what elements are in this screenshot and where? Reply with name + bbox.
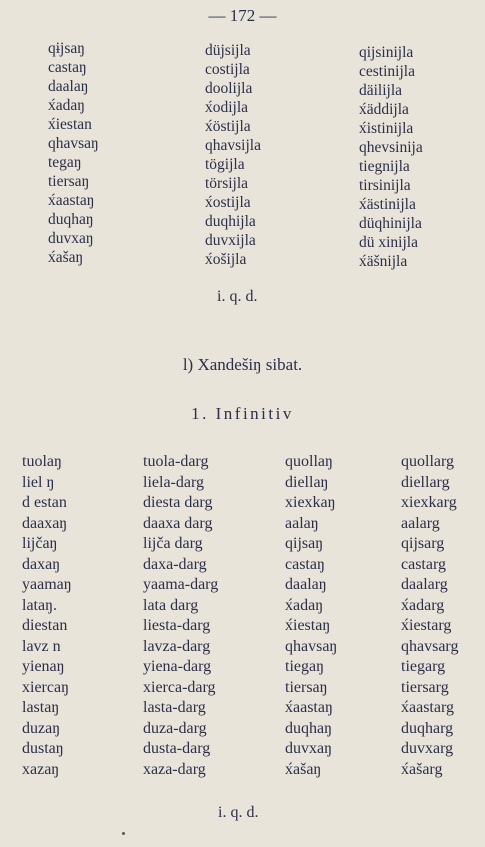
word-entry: qijsarg bbox=[401, 535, 445, 552]
word-entry: törsijla bbox=[205, 175, 249, 192]
table-b-column-4 bbox=[401, 452, 458, 780]
word-entry: diesta darg bbox=[143, 494, 213, 511]
word-entry: x́odijla bbox=[205, 99, 249, 116]
word-entry: doolijla bbox=[205, 80, 253, 97]
word-entry: lasta-darg bbox=[143, 699, 206, 716]
word-entry: lata darg bbox=[143, 596, 199, 614]
word-entry: daalaŋ bbox=[285, 576, 327, 593]
word-entry: diellaŋ bbox=[285, 473, 329, 491]
word-entry: tiegarg bbox=[401, 658, 446, 675]
page-number: — 172 — bbox=[208, 6, 277, 25]
word-entry: duvxarg bbox=[401, 740, 454, 757]
word-entry: x́iestarg bbox=[401, 617, 452, 634]
table-a-column-3 bbox=[359, 43, 423, 271]
word-entry: tiersaŋ bbox=[285, 678, 328, 696]
word-entry: x́aastaŋ bbox=[285, 699, 333, 716]
word-entry: tiegnijla bbox=[359, 158, 410, 175]
word-entry: x́adarg bbox=[401, 596, 445, 614]
word-entry: qhavsaŋ bbox=[48, 135, 99, 152]
word-entry: x́adaŋ bbox=[48, 97, 85, 114]
word-entry: yaama-darg bbox=[143, 576, 219, 593]
word-entry: tegaŋ bbox=[48, 154, 82, 171]
word-entry: lavza-darg bbox=[143, 637, 211, 655]
word-entry: liel ŋ bbox=[22, 473, 55, 491]
table-b-column-1 bbox=[22, 452, 72, 780]
word-entry: duvxijla bbox=[205, 232, 256, 249]
word-entry: cestinijla bbox=[359, 63, 415, 80]
word-entry: qhavsarg bbox=[401, 637, 459, 655]
word-entry: x́iestaŋ bbox=[285, 617, 331, 634]
word-entry: duzaŋ bbox=[22, 719, 61, 737]
word-entry: qijsaŋ bbox=[285, 535, 324, 552]
word-entry: costijla bbox=[205, 61, 250, 78]
word-entry: daalarg bbox=[401, 576, 448, 593]
word-entry: tiersaŋ bbox=[48, 173, 90, 190]
word-entry: lijčaŋ bbox=[22, 535, 58, 552]
word-entry: daaxaŋ bbox=[22, 514, 68, 532]
word-entry: tuola-darg bbox=[143, 453, 209, 470]
word-entry: x́ašarg bbox=[401, 760, 443, 778]
word-entry: xazaŋ bbox=[22, 760, 60, 778]
word-entry: tuolaŋ bbox=[22, 453, 62, 470]
word-entry: lavz n bbox=[22, 637, 61, 655]
word-entry: x́ošijla bbox=[205, 251, 247, 268]
word-entry: duqhijla bbox=[205, 213, 256, 230]
word-entry: qɨjsaŋ bbox=[48, 40, 85, 57]
word-entry: daxaŋ bbox=[22, 555, 61, 573]
infinitiv-subheading: 1. Infinitiv bbox=[191, 404, 294, 423]
word-entry: yaamaŋ bbox=[22, 576, 72, 593]
word-entry: dustaŋ bbox=[22, 740, 64, 757]
word-entry: quollarg bbox=[401, 453, 455, 470]
word-entry: xiercaŋ bbox=[22, 678, 69, 696]
word-entry: aalaŋ bbox=[285, 514, 319, 532]
word-entry: castarg bbox=[401, 555, 447, 573]
word-entry: duza-darg bbox=[143, 719, 207, 737]
word-entry: x́östijla bbox=[205, 118, 251, 135]
word-entry: xaza-darg bbox=[143, 760, 206, 778]
table-b-column-3 bbox=[285, 452, 337, 780]
word-entry: tirsinijla bbox=[359, 177, 411, 194]
word-entry: aalarg bbox=[401, 514, 440, 532]
word-entry: x́ästinijla bbox=[359, 196, 416, 213]
word-entry: x́adaŋ bbox=[285, 596, 324, 614]
word-entry: x́ostijla bbox=[205, 194, 251, 211]
word-entry: x́ašaŋ bbox=[285, 760, 322, 778]
word-entry: tögijla bbox=[205, 156, 245, 173]
section-heading: l) Xandešiŋ sibat. bbox=[182, 355, 303, 374]
word-entry: quollaŋ bbox=[285, 453, 333, 470]
word-entry: diellarg bbox=[401, 473, 450, 491]
word-entry: x́aastaŋ bbox=[48, 192, 95, 209]
word-entry: duvxaŋ bbox=[48, 230, 94, 247]
word-entry: x́äšnijla bbox=[359, 253, 408, 270]
ink-speck bbox=[122, 832, 125, 835]
word-entry: duqhaŋ bbox=[48, 211, 94, 228]
table-a-column-2 bbox=[205, 41, 261, 269]
table-b-column-2 bbox=[143, 452, 218, 780]
word-entry: lataŋ. bbox=[22, 596, 58, 614]
word-entry: diestan bbox=[22, 617, 68, 634]
word-entry: qhavsijla bbox=[205, 137, 261, 154]
word-entry: qhevsinija bbox=[359, 139, 423, 156]
iqd-note-2: i. q. d. bbox=[218, 804, 259, 821]
word-entry: x́istinijla bbox=[359, 120, 414, 137]
word-entry: düjsijla bbox=[205, 42, 251, 59]
word-entry: castaŋ bbox=[285, 555, 325, 573]
word-entry: xierca-darg bbox=[143, 678, 216, 696]
word-entry: liesta-darg bbox=[143, 617, 211, 634]
word-entry: daalaŋ bbox=[48, 78, 89, 95]
word-entry: d estan bbox=[22, 494, 67, 511]
word-entry: duqhaŋ bbox=[285, 719, 333, 737]
word-entry: tiersarg bbox=[401, 678, 449, 696]
word-entry: castaŋ bbox=[48, 59, 87, 76]
table-a-column-1 bbox=[48, 39, 99, 267]
word-entry: duqharg bbox=[401, 719, 454, 737]
word-entry: yienaŋ bbox=[22, 658, 65, 675]
word-entry: yiena-darg bbox=[143, 658, 212, 675]
word-entry: duvxaŋ bbox=[285, 740, 333, 757]
word-entry: tiegaŋ bbox=[285, 658, 325, 675]
iqd-note-1: i. q. d. bbox=[217, 288, 258, 305]
word-entry: x́äddijla bbox=[359, 101, 409, 118]
word-entry: qijsinijla bbox=[359, 44, 414, 61]
word-entry: qhavsaŋ bbox=[285, 637, 338, 655]
word-entry: xiexkaŋ bbox=[285, 494, 336, 511]
word-entry: däilijla bbox=[359, 82, 403, 99]
word-entry: x́aastarg bbox=[401, 699, 455, 716]
word-entry: lijča darg bbox=[143, 535, 203, 552]
word-entry: düqhinijla bbox=[359, 215, 422, 232]
word-entry: dü xinijla bbox=[359, 234, 418, 251]
word-entry: liela-darg bbox=[143, 473, 205, 491]
word-entry: xiexkarg bbox=[401, 494, 457, 511]
word-entry: x́ašaŋ bbox=[48, 249, 84, 266]
word-entry: daaxa darg bbox=[143, 514, 213, 532]
word-entry: dusta-darg bbox=[143, 740, 211, 757]
word-entry: daxa-darg bbox=[143, 555, 207, 573]
word-entry: lastaŋ bbox=[22, 699, 60, 716]
word-entry: x́iestan bbox=[48, 116, 92, 133]
